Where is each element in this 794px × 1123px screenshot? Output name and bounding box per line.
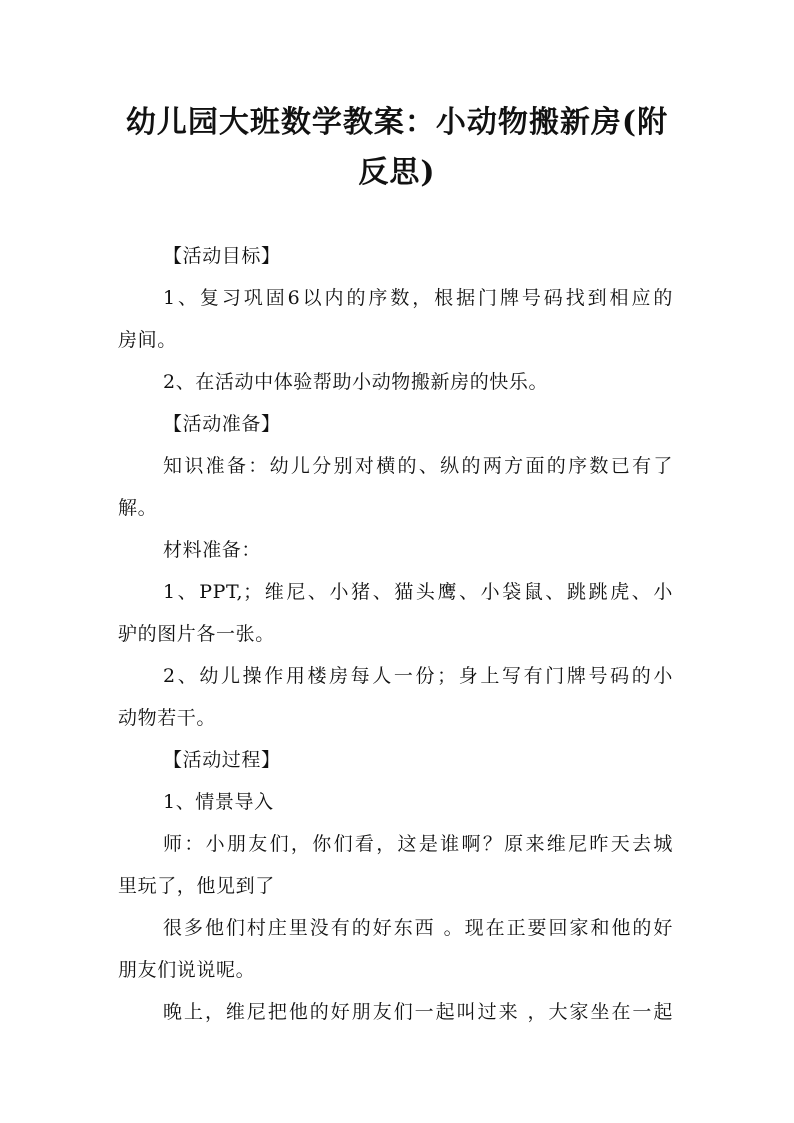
paragraph-line: 2、幼儿操作用楼房每人一份；身上写有门牌号码的小 <box>163 665 673 687</box>
paragraph-line: 2、在活动中体验帮助小动物搬新房的快乐。 <box>163 371 549 393</box>
document-title <box>100 98 694 198</box>
section-heading-process: 【活动过程】 <box>163 749 281 771</box>
paragraph-line: 1、复习巩固6以内的序数，根据门牌号码找到相应的 <box>163 287 673 309</box>
section-heading-preparation: 【活动准备】 <box>163 413 281 435</box>
section-heading-goals: 【活动目标】 <box>163 245 281 267</box>
paragraph-line: 1、情景导入 <box>163 791 274 813</box>
paragraph-line: 1、PPT,；维尼、小猪、猫头鹰、小袋鼠、跳跳虎、小 <box>163 581 673 603</box>
paragraph-line: 师：小朋友们，你们看，这是谁啊？原来维尼昨天去城 <box>163 833 673 855</box>
title-line-1: 幼儿园大班数学教案：小动物搬新房(附 <box>125 105 669 140</box>
paragraph-line: 房间。 <box>118 329 177 351</box>
paragraph-line: 里玩了，他见到了 <box>118 875 275 897</box>
paragraph-line: 晚上，维尼把他的好朋友们一起叫过来 ，大家坐在一起 <box>163 1001 673 1023</box>
paragraph-line: 很多他们村庄里没有的好东西 。现在正要回家和他的好 <box>163 917 673 939</box>
paragraph-line: 动物若干。 <box>118 707 217 729</box>
paragraph-line: 解。 <box>118 497 158 519</box>
paragraph-line: 朋友们说说呢。 <box>118 959 256 981</box>
title-line-2: 反思) <box>358 155 436 190</box>
paragraph-line: 材料准备： <box>163 539 262 561</box>
paragraph-line: 驴的图片各一张。 <box>118 623 275 645</box>
paragraph-line: 知识准备：幼儿分别对横的、纵的两方面的序数已有了 <box>163 455 673 477</box>
